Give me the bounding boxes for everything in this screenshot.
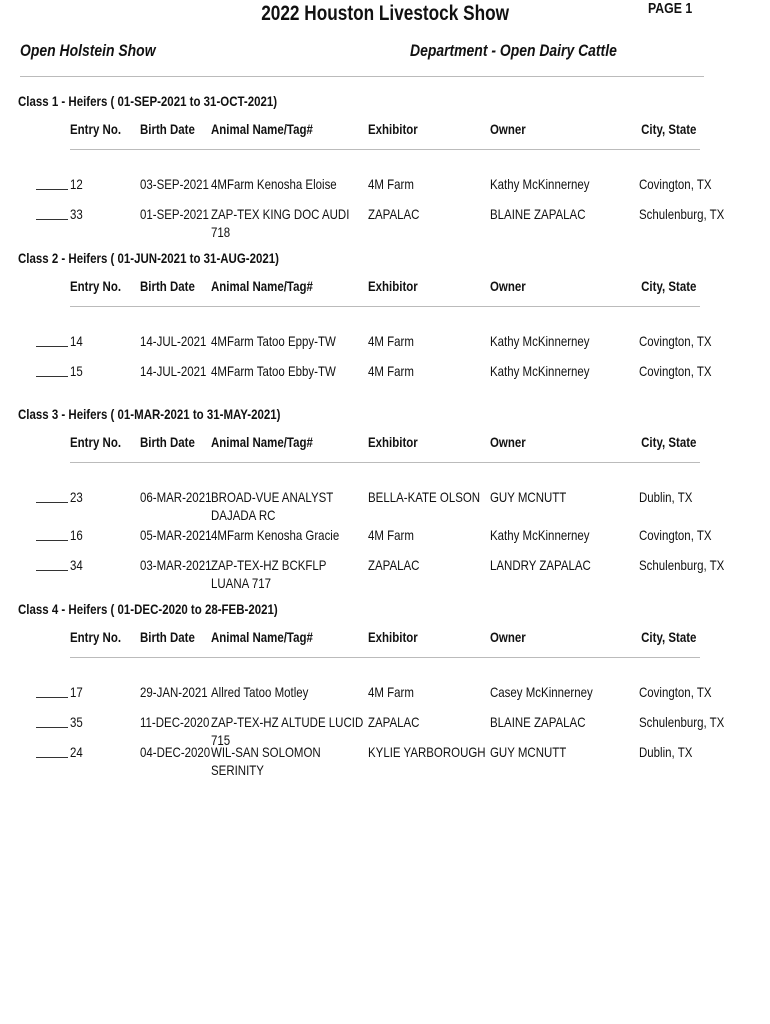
column-header-animal: Animal Name/Tag#: [211, 278, 313, 294]
entry-row: [0, 362, 770, 392]
class-title: Class 4 - Heifers ( 01-DEC-2020 to 28-FEB-2021): [18, 601, 278, 617]
owner-name: Kathy McKinnerney: [490, 176, 590, 192]
class-title: Class 3 - Heifers ( 01-MAR-2021 to 31-MAY-2021): [18, 406, 281, 422]
header-rule: [70, 149, 700, 150]
column-header-animal: Animal Name/Tag#: [211, 121, 313, 137]
report-title: 2022 Houston Livestock Show: [261, 2, 509, 25]
column-header-entry: Entry No.: [70, 121, 122, 137]
column-header-birth-date: Birth Date: [140, 629, 195, 645]
column-header-exhibitor: Exhibitor: [368, 434, 418, 450]
animal-name: 4MFarm Tatoo Eppy-TW: [211, 333, 336, 349]
column-header-exhibitor: Exhibitor: [368, 629, 418, 645]
city-state: Covington, TX: [639, 363, 712, 379]
entry-number: 34: [70, 557, 83, 573]
entry-number: 35: [70, 714, 83, 730]
city-state: Covington, TX: [639, 684, 712, 700]
placing-blank-line: [36, 570, 68, 571]
placing-blank-line: [36, 697, 68, 698]
birth-date: 03-SEP-2021: [140, 176, 209, 192]
exhibitor-name: KYLIE YARBOROUGH: [368, 744, 486, 760]
department-label: Department - Open Dairy Cattle: [410, 41, 617, 60]
column-header-exhibitor: Exhibitor: [368, 278, 418, 294]
entry-row: [0, 713, 770, 748]
class-title: Class 1 - Heifers ( 01-SEP-2021 to 31-OCT-2021): [18, 93, 278, 109]
page-number: PAGE 1: [648, 0, 693, 17]
entry-row: [0, 175, 770, 205]
entry-number: 24: [70, 744, 83, 760]
column-header-birth-date: Birth Date: [140, 278, 195, 294]
column-header-owner: Owner: [490, 278, 526, 294]
city-state: Dublin, TX: [639, 489, 693, 505]
entry-number: 12: [70, 176, 83, 192]
show-name: Open Holstein Show: [20, 41, 156, 60]
birth-date: 29-JAN-2021: [140, 684, 208, 700]
header-rule: [70, 657, 700, 658]
placing-blank-line: [36, 189, 68, 190]
entry-row: [0, 332, 770, 362]
owner-name: Casey McKinnerney: [490, 684, 593, 700]
column-header-city: City, State: [640, 121, 696, 137]
exhibitor-name: 4M Farm: [368, 333, 414, 349]
animal-name: ZAP-TEX-HZ BCKFLP LUANA 717: [211, 557, 327, 591]
city-state: Covington, TX: [639, 333, 712, 349]
class-title: Class 2 - Heifers ( 01-JUN-2021 to 31-AUG-2021): [18, 250, 279, 266]
header-divider: [20, 76, 704, 77]
birth-date: 03-MAR-2021: [140, 557, 212, 573]
entry-row: [0, 205, 770, 240]
animal-name: Allred Tatoo Motley: [211, 684, 309, 700]
column-header-city: City, State: [640, 278, 696, 294]
column-header-entry: Entry No.: [70, 434, 122, 450]
owner-name: Kathy McKinnerney: [490, 527, 590, 543]
birth-date: 01-SEP-2021: [140, 206, 209, 222]
entry-number: 33: [70, 206, 83, 222]
owner-name: GUY MCNUTT: [490, 489, 567, 505]
placing-blank-line: [36, 376, 68, 377]
owner-name: LANDRY ZAPALAC: [490, 557, 591, 573]
placing-blank-line: [36, 540, 68, 541]
header-rule: [70, 306, 700, 307]
entry-row: [0, 526, 770, 556]
column-header-birth-date: Birth Date: [140, 434, 195, 450]
animal-name: ZAP-TEX-HZ ALTUDE LUCID 715: [211, 714, 364, 748]
city-state: Covington, TX: [639, 527, 712, 543]
column-header-animal: Animal Name/Tag#: [211, 434, 313, 450]
owner-name: GUY MCNUTT: [490, 744, 567, 760]
exhibitor-name: ZAPALAC: [368, 714, 420, 730]
column-header-birth-date: Birth Date: [140, 121, 195, 137]
birth-date: 14-JUL-2021: [140, 363, 207, 379]
placing-blank-line: [36, 219, 68, 220]
exhibitor-name: ZAPALAC: [368, 557, 420, 573]
entry-number: 15: [70, 363, 83, 379]
animal-name: WIL-SAN SOLOMON SERINITY: [211, 744, 321, 778]
column-header-animal: Animal Name/Tag#: [211, 629, 313, 645]
exhibitor-name: BELLA-KATE OLSON: [368, 489, 481, 505]
column-header-exhibitor: Exhibitor: [368, 121, 418, 137]
exhibitor-name: 4M Farm: [368, 363, 414, 379]
animal-name: BROAD-VUE ANALYST DAJADA RC: [211, 489, 334, 523]
exhibitor-name: 4M Farm: [368, 684, 414, 700]
city-state: Dublin, TX: [639, 744, 693, 760]
header-rule: [70, 462, 700, 463]
entry-number: 17: [70, 684, 83, 700]
owner-name: Kathy McKinnerney: [490, 363, 590, 379]
column-header-city: City, State: [640, 629, 696, 645]
city-state: Schulenburg, TX: [639, 714, 725, 730]
column-header-owner: Owner: [490, 121, 526, 137]
entry-number: 23: [70, 489, 83, 505]
entry-row: [0, 556, 770, 591]
placing-blank-line: [36, 346, 68, 347]
placing-blank-line: [36, 502, 68, 503]
city-state: Schulenburg, TX: [639, 557, 725, 573]
animal-name: 4MFarm Kenosha Gracie: [211, 527, 340, 543]
birth-date: 11-DEC-2020: [140, 714, 210, 730]
entry-number: 16: [70, 527, 83, 543]
owner-name: BLAINE ZAPALAC: [490, 714, 586, 730]
birth-date: 04-DEC-2020: [140, 744, 211, 760]
owner-name: Kathy McKinnerney: [490, 333, 590, 349]
column-header-entry: Entry No.: [70, 278, 122, 294]
column-header-owner: Owner: [490, 434, 526, 450]
birth-date: 05-MAR-2021: [140, 527, 212, 543]
birth-date: 06-MAR-2021: [140, 489, 212, 505]
exhibitor-name: 4M Farm: [368, 527, 414, 543]
exhibitor-name: ZAPALAC: [368, 206, 420, 222]
column-header-owner: Owner: [490, 629, 526, 645]
city-state: Covington, TX: [639, 176, 712, 192]
animal-name: 4MFarm Tatoo Ebby-TW: [211, 363, 336, 379]
city-state: Schulenburg, TX: [639, 206, 725, 222]
placing-blank-line: [36, 727, 68, 728]
entry-number: 14: [70, 333, 83, 349]
animal-name: 4MFarm Kenosha Eloise: [211, 176, 337, 192]
column-header-city: City, State: [640, 434, 696, 450]
entry-row: [0, 488, 770, 523]
placing-blank-line: [36, 757, 68, 758]
owner-name: BLAINE ZAPALAC: [490, 206, 586, 222]
entry-row: [0, 683, 770, 713]
exhibitor-name: 4M Farm: [368, 176, 414, 192]
entry-row: [0, 743, 770, 778]
column-header-entry: Entry No.: [70, 629, 122, 645]
animal-name: ZAP-TEX KING DOC AUDI 718: [211, 206, 350, 240]
birth-date: 14-JUL-2021: [140, 333, 207, 349]
